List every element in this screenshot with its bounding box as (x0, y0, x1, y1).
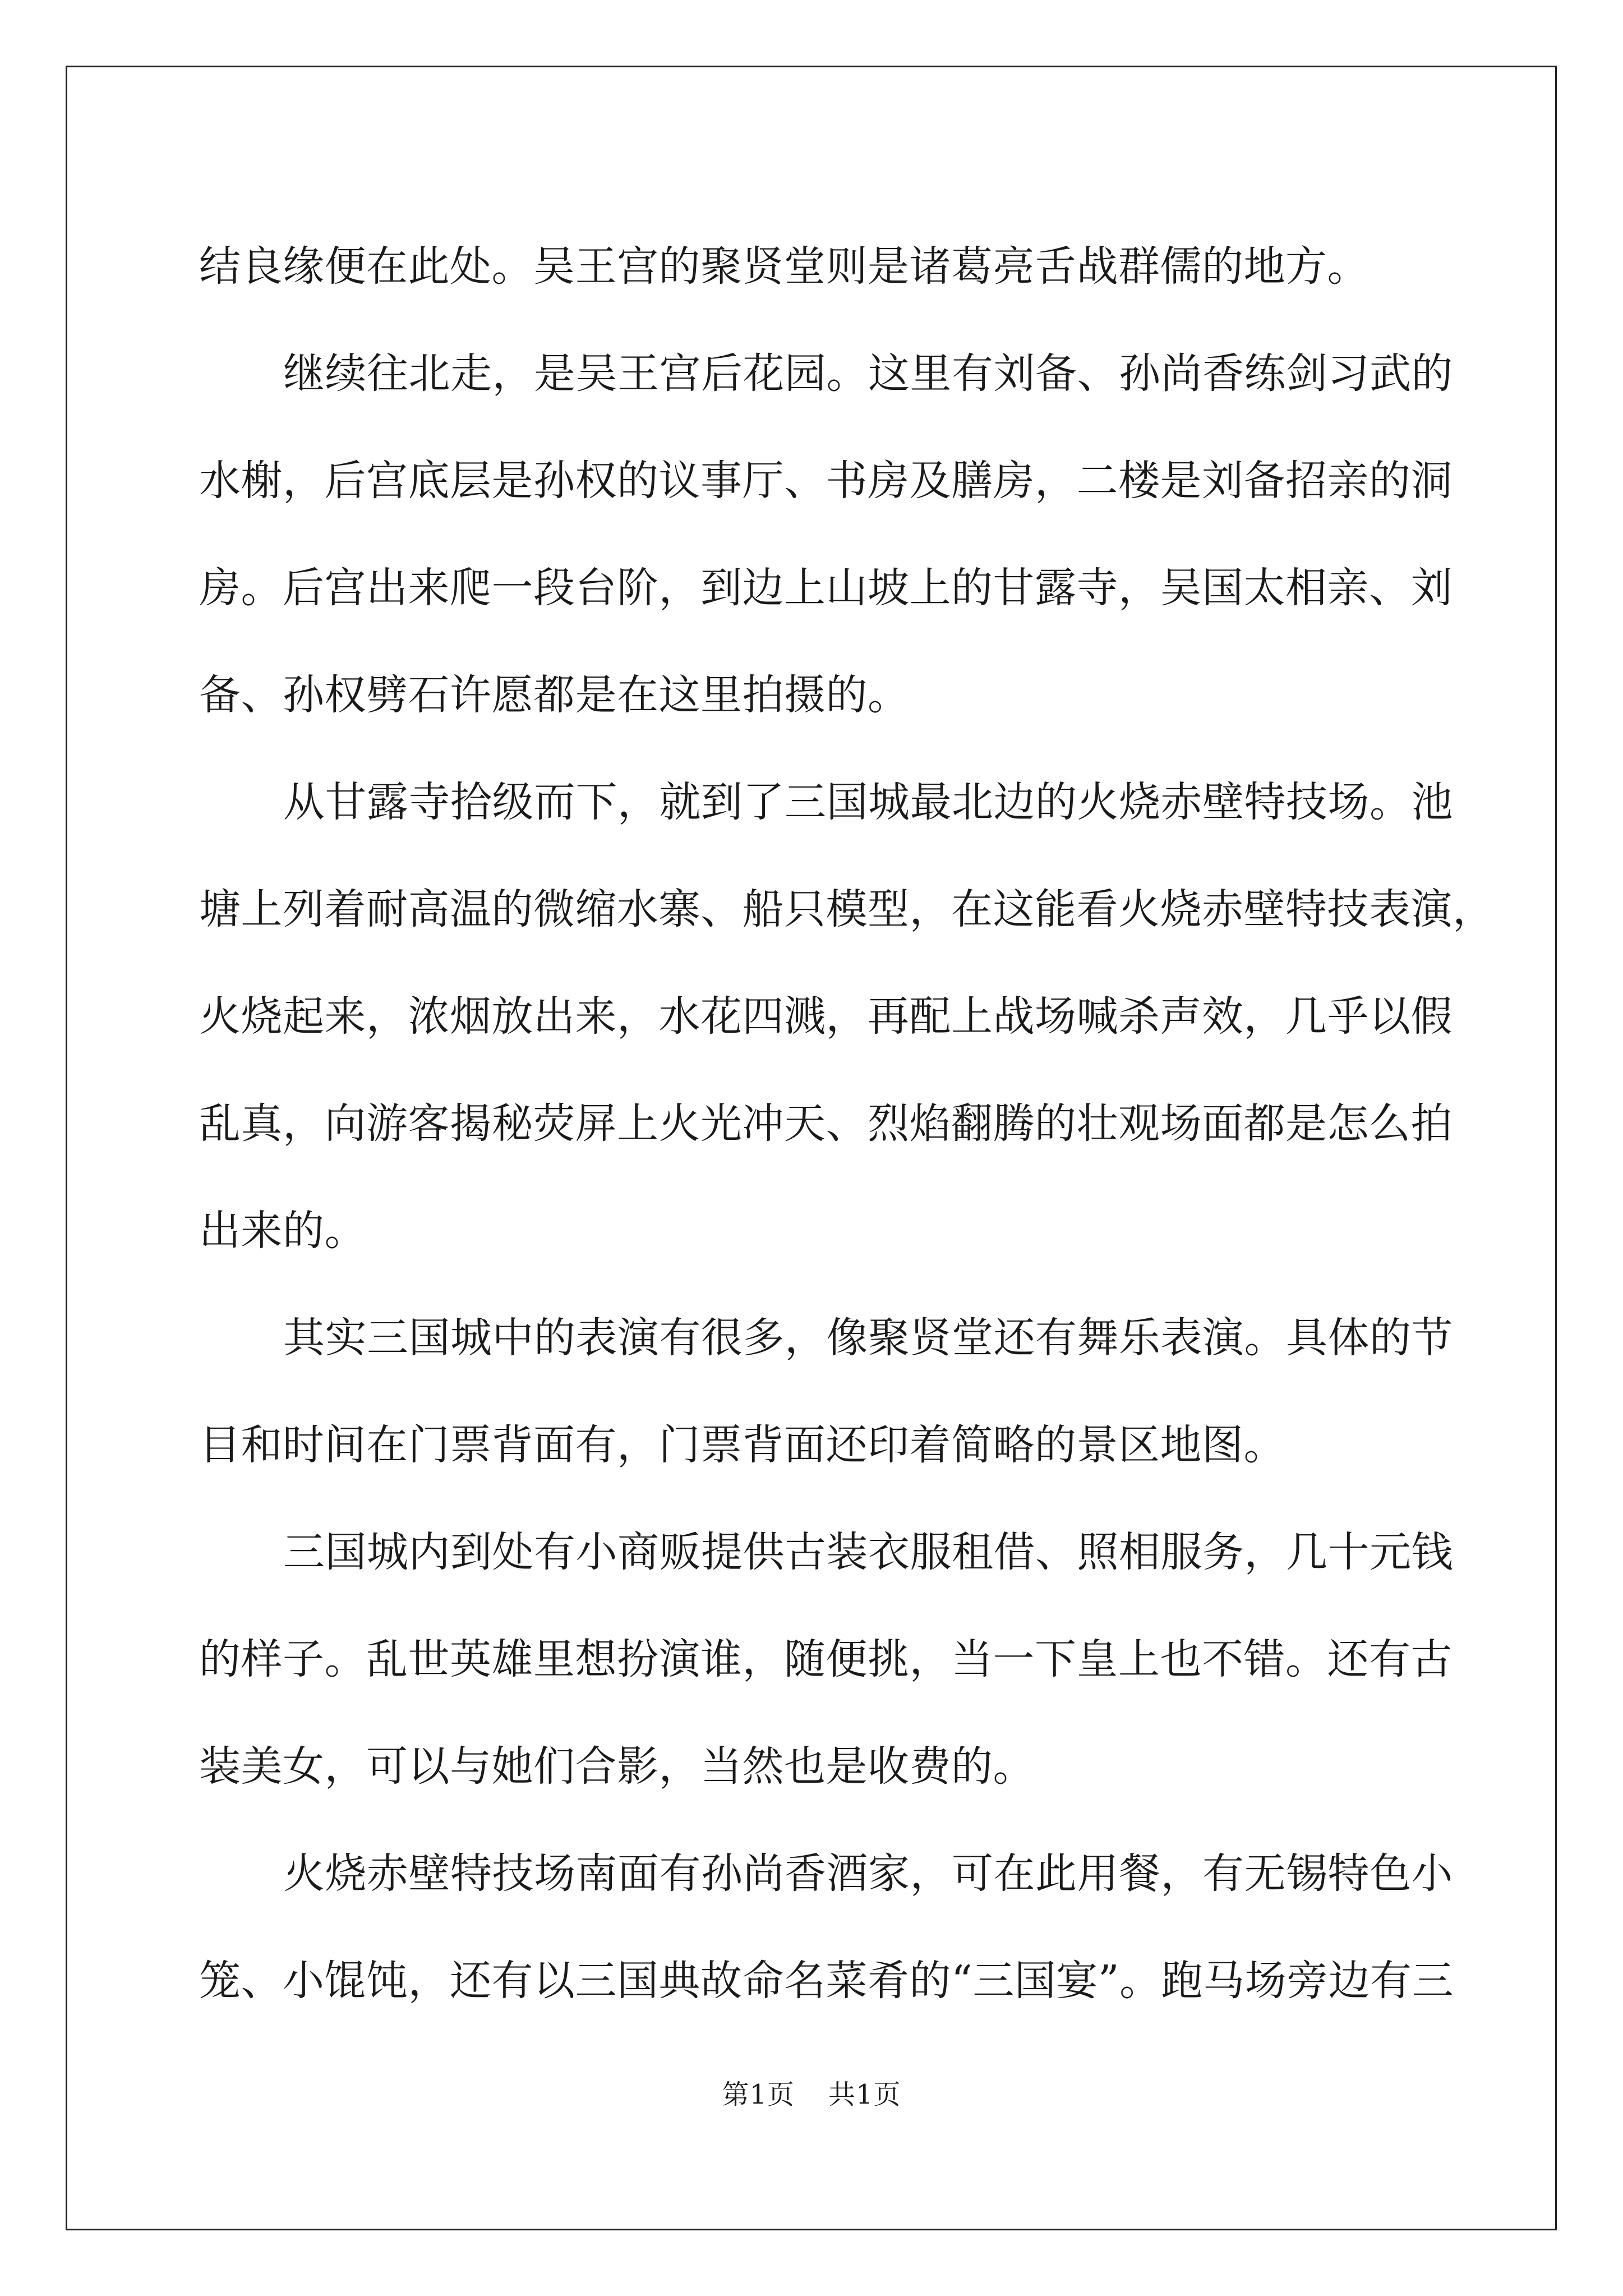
text-line: 装美女，可以与她们合影，当然也是收费的。 (199, 1742, 1035, 1791)
text-line: 乱真，向游客揭秘荧屏上火光冲天、烈焰翻腾的壮观场面都是怎么拍 (199, 1099, 1453, 1148)
text-line: 火烧起来，浓烟放出来，水花四溅，再配上战场喊杀声效，几乎以假 (199, 992, 1453, 1041)
text-line: 继续往北走，是吴王宫后花园。这里有刘备、孙尚香练剑习武的 (283, 349, 1453, 398)
document-body (199, 213, 1495, 2035)
page-number: 第1页 (722, 2079, 795, 2110)
text-line: 从甘露寺拾级而下，就到了三国城最北边的火烧赤壁特技场。池 (283, 778, 1453, 826)
text-line: 的样子。乱世英雄里想扮演谁，随便挑，当一下皇上也不错。还有古 (199, 1635, 1453, 1683)
paragraph-6 (199, 1820, 1454, 2035)
page-total: 共1页 (828, 2079, 901, 2110)
text-line: 火烧赤壁特技场南面有孙尚香酒家，可在此用餐，有无锡特色小 (283, 1849, 1453, 1898)
text-line: 其实三国城中的表演有很多，像聚贤堂还有舞乐表演。具体的节 (283, 1314, 1453, 1362)
text-line: 备、孙权劈石许愿都是在这里拍摄的。 (199, 671, 910, 719)
text-line: 三国城内到处有小商贩提供古装衣服租借、照相服务，几十元钱 (283, 1528, 1453, 1576)
text-line: 结良缘便在此处。吴王宫的聚贤堂则是诸葛亮舌战群儒的地方。 (199, 242, 1369, 291)
paragraph-5 (199, 1499, 1453, 1820)
text-line: 目和时间在门票背面有，门票背面还印着简略的景区地图。 (199, 1421, 1285, 1469)
text-line: 房。后宫出来爬一段台阶，到边上山坡上的甘露寺，吴国太相亲、刘 (199, 564, 1453, 612)
text-line: 出来的。 (199, 1207, 366, 1255)
text-line: 塘上列着耐高温的微缩水寨、船只模型，在这能看火烧赤壁特技表演， (199, 885, 1495, 933)
text-line: 水榭，后宫底层是孙权的议事厅、书房及膳房，二楼是刘备招亲的洞 (199, 457, 1453, 505)
paragraph-2 (199, 320, 1453, 749)
page-footer (0, 2073, 1623, 2111)
paragraph-1 (199, 213, 1427, 320)
text-line: 笼、小馄饨，还有以三国典故命名菜肴的“三国宴”。跑马场旁边有三 (199, 1957, 1454, 2005)
paragraph-4 (199, 1285, 1453, 1499)
paragraph-3 (199, 749, 1495, 1285)
